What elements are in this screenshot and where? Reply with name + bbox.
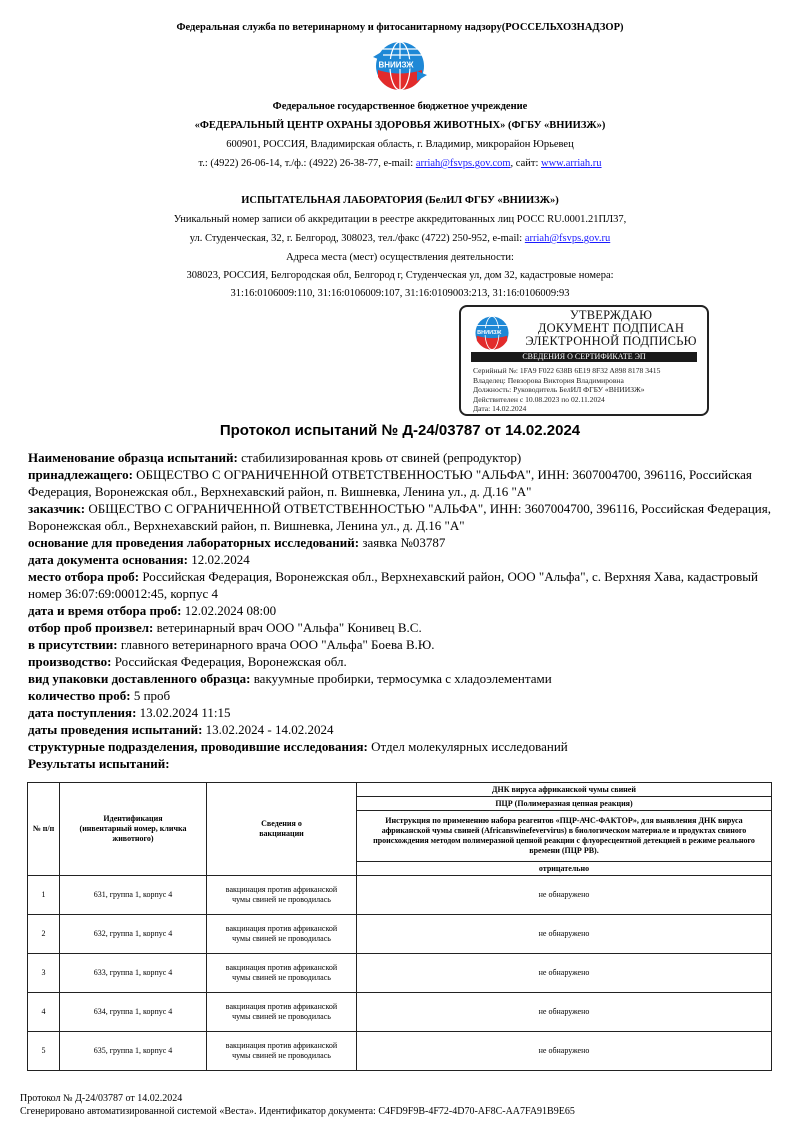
site-link[interactable]: www.arriah.ru bbox=[541, 158, 602, 169]
lab-accreditation: Уникальный номер записи об аккредитации в реестре аккредитованных лиц РОСС RU.0001.21ПЛ37, bbox=[173, 214, 627, 225]
svg-text:ВНИИЗЖ: ВНИИЗЖ bbox=[378, 60, 414, 70]
results-heading: Результаты испытаний: bbox=[28, 756, 170, 771]
row-vaccination: вакцинация против африканской чумы свиней не проводилась bbox=[207, 993, 357, 1032]
row-number: 5 bbox=[28, 1032, 60, 1071]
field-owner: принадлежащего: ОБЩЕСТВО С ОГРАНИЧЕННОЙ ОТВЕТСТВЕННОСТЬЮ "АЛЬФА", ИНН: 3607004700, 396116, Российская Федерация, Воронежская обл., Верхнехавский район, п. Вишневка, Ленина ул., д. Д.16 "А" bbox=[28, 467, 752, 499]
footer-protocol: Протокол № Д-24/03787 от 14.02.2024 bbox=[20, 1093, 183, 1104]
stamp-valid: Действителен с 10.08.2023 по 02.11.2024 bbox=[473, 394, 605, 404]
table-row bbox=[28, 1032, 772, 1071]
stamp-date: Дата: 14.02.2024 bbox=[473, 404, 527, 413]
lab-address-text: ул. Студенческая, 32, г. Белгород, 308023, тел./факс (4722) 250-952, e-mail: bbox=[189, 233, 525, 244]
stamp-approve: УТВЕРЖДАЮ bbox=[569, 308, 653, 322]
row-vaccination: вакцинация против африканской чумы свиней не проводилась bbox=[207, 876, 357, 915]
stamp-owner: Владелец: Певзорова Виктория Владимировна bbox=[473, 375, 624, 385]
results-table bbox=[27, 782, 772, 1071]
stamp-cert-bar: СВЕДЕНИЯ О СЕРТИФИКАТЕ ЭП bbox=[471, 352, 697, 362]
field-basis: основание для проведения лабораторных исследований: заявка №03787 bbox=[28, 535, 446, 550]
footer-generated: Сгенерировано автоматизированной системой «Веста». Идентификатор документа: C4FD9F9B-4F72-4D70-AF8C-AA7FA91B9E65 bbox=[20, 1106, 575, 1117]
row-result: не обнаружено bbox=[357, 993, 772, 1032]
table-row bbox=[28, 915, 772, 954]
site-prefix: , сайт: bbox=[510, 158, 541, 169]
row-vaccination: вакцинация против африканской чумы свиней не проводилась bbox=[207, 954, 357, 993]
lab-activity-address: 308023, РОССИЯ, Белгородская обл, Белгород г, Студенческая ул, дом 32, кадастровые номера: bbox=[186, 270, 614, 281]
col-header-number: № п/п bbox=[28, 783, 60, 876]
field-production: производство: Российская Федерация, Воронежская обл. bbox=[28, 654, 347, 669]
row-identification: 631, группа 1, корпус 4 bbox=[60, 876, 207, 915]
field-sampled-by: отбор проб произвел: ветеринарный врач ООО "Альфа" Конивец В.С. bbox=[28, 620, 422, 635]
field-sample-name: Наименование образца испытаний: стабилизированная кровь от свиней (репродуктор) bbox=[28, 450, 522, 465]
field-departments: структурные подразделения, проводившие исследования: Отдел молекулярных исследований bbox=[28, 739, 568, 754]
institution-name: «ФЕДЕРАЛЬНЫЙ ЦЕНТР ОХРАНЫ ЗДОРОВЬЯ ЖИВОТНЫХ» (ФГБУ «ВНИИЗЖ») bbox=[194, 120, 606, 131]
lab-activity-label: Адреса места (мест) осуществления деятельности: bbox=[286, 252, 514, 263]
col-header-identification: Идентификация (инвентарный номер, кличка животного) bbox=[60, 783, 207, 876]
lab-email-link[interactable]: arriah@fsvps.gov.ru bbox=[524, 233, 611, 244]
field-received-date: дата поступления: 13.02.2024 11:15 bbox=[28, 705, 231, 720]
row-result: не обнаружено bbox=[357, 915, 772, 954]
stamp-serial: Серийный №: 1FA9 F022 638B 6E19 8F32 A898 8178 3415 bbox=[473, 366, 661, 375]
institution-contacts bbox=[0, 158, 800, 169]
page-footer bbox=[20, 1092, 575, 1118]
sample-fields bbox=[28, 449, 778, 772]
row-number: 2 bbox=[28, 915, 60, 954]
field-packaging: вид упаковки доставленного образца: вакуумные пробирки, термосумка с хладоэлементами bbox=[28, 671, 552, 686]
row-identification: 632, группа 1, корпус 4 bbox=[60, 915, 207, 954]
contacts-text: т.: (4922) 26-06-14, т./ф.: (4922) 26-38-77, e-mail: bbox=[198, 158, 416, 169]
protocol-title: Протокол испытаний № Д-24/03787 от 14.02.2024 bbox=[219, 422, 581, 439]
field-sample-count: количество проб: 5 проб bbox=[28, 688, 171, 703]
institution-type: Федеральное государственное бюджетное учреждение bbox=[272, 101, 528, 112]
svg-text:ВНИИЗЖ: ВНИИЗЖ bbox=[477, 330, 502, 337]
row-identification: 634, группа 1, корпус 4 bbox=[60, 993, 207, 1032]
lab-address bbox=[0, 233, 800, 244]
stamp-cert-details bbox=[473, 366, 660, 414]
row-result: не обнаружено bbox=[357, 1032, 772, 1071]
field-customer: заказчик: ОБЩЕСТВО С ОГРАНИЧЕННОЙ ОТВЕТСТВЕННОСТЬЮ "АЛЬФА", ИНН: 3607004700, 396116, Российская Федерация, Воронежская обл., Верхнехавский район, п. Вишневка, Ленина ул., д. Д.16 "А" bbox=[28, 501, 771, 533]
agency-name: Федеральная служба по ветеринарному и фитосанитарному надзору(РОССЕЛЬХОЗНАДЗОР) bbox=[176, 22, 624, 33]
email-link[interactable]: arriah@fsvps.gov.com bbox=[415, 158, 511, 169]
row-identification: 635, группа 1, корпус 4 bbox=[60, 1032, 207, 1071]
col-header-method: ПЦР (Полимеразная цепная реакция) bbox=[357, 797, 772, 811]
institution-address: 600901, РОССИЯ, Владимирская область, г. Владимир, микрорайон Юрьевец bbox=[226, 139, 574, 150]
row-vaccination: вакцинация против африканской чумы свиней не проводилась bbox=[207, 915, 357, 954]
col-header-instruction: Инструкция по применению набора реагентов «ПЦР-АЧС-ФАКТОР», для выявления ДНК вируса африканской чумы свиней (Africanswinefevervirus) в биологическом материале и продуктах свиного происхождения методом полимеразной цепной реакции с флуоресцентной детекцией в режиме реального времени (ПЦР РВ). bbox=[357, 811, 772, 862]
field-presence: в присутствии: главного ветеринарного врача ООО "Альфа" Боева В.Ю. bbox=[28, 637, 435, 652]
row-result: не обнаружено bbox=[357, 876, 772, 915]
stamp-title bbox=[521, 309, 701, 348]
vniizzh-logo-icon bbox=[369, 37, 431, 95]
field-sampling-datetime: дата и время отбора проб: 12.02.2024 08:00 bbox=[28, 603, 277, 618]
stamp-signed: ДОКУМЕНТ ПОДПИСАН bbox=[537, 321, 685, 335]
stamp-logo-icon bbox=[469, 313, 515, 353]
table-row bbox=[28, 876, 772, 915]
signature-stamp bbox=[459, 305, 709, 416]
row-vaccination: вакцинация против африканской чумы свиней не проводилась bbox=[207, 1032, 357, 1071]
stamp-electronic: ЭЛЕКТРОННОЙ ПОДПИСЬЮ bbox=[525, 334, 697, 348]
col-header-norm: отрицательно bbox=[357, 862, 772, 876]
lab-cadastral: 31:16:0106009:110, 31:16:0106009:107, 31:16:0109003:213, 31:16:0106009:93 bbox=[230, 288, 570, 299]
row-number: 4 bbox=[28, 993, 60, 1032]
col-header-target: ДНК вируса африканской чумы свиней bbox=[357, 783, 772, 797]
table-row bbox=[28, 993, 772, 1032]
field-sampling-place: место отбора проб: Российская Федерация, Воронежская обл., Верхнехавский район, ООО "Альфа", с. Верхняя Хава, кадастровый номер 36:07:69:00012:45, корпус 4 bbox=[28, 569, 758, 601]
row-result: не обнаружено bbox=[357, 954, 772, 993]
stamp-position: Должность: Руководитель БелИЛ ФГБУ «ВНИИЗЖ» bbox=[473, 385, 645, 394]
row-number: 3 bbox=[28, 954, 60, 993]
row-number: 1 bbox=[28, 876, 60, 915]
lab-title: ИСПЫТАТЕЛЬНАЯ ЛАБОРАТОРИЯ (БелИЛ ФГБУ «ВНИИЗЖ») bbox=[241, 195, 559, 206]
table-row bbox=[28, 954, 772, 993]
field-basis-date: дата документа основания: 12.02.2024 bbox=[28, 552, 250, 567]
col-header-vaccination: Сведения о вакцинации bbox=[207, 783, 357, 876]
row-identification: 633, группа 1, корпус 4 bbox=[60, 954, 207, 993]
field-test-dates: даты проведения испытаний: 13.02.2024 - 14.02.2024 bbox=[28, 722, 334, 737]
